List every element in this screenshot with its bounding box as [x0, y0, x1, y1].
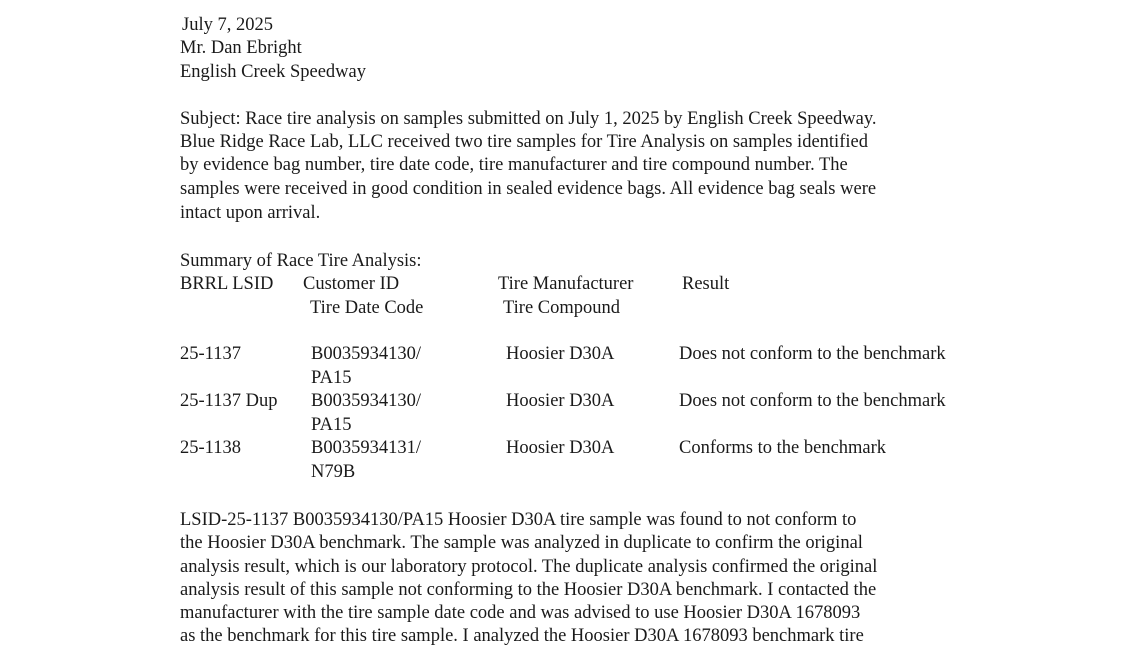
- letter-date: July 7, 2025: [182, 15, 273, 35]
- header-customer-id: Customer ID: [303, 274, 400, 294]
- row-lsid: 25-1137: [180, 344, 241, 364]
- recipient-org: English Creek Speedway: [180, 62, 366, 82]
- row-customer-id: B0035934130/: [311, 344, 421, 364]
- row-customer-id: B0035934130/: [311, 391, 421, 411]
- header-lsid: BRRL LSID: [180, 274, 274, 294]
- findings-line: manufacturer with the tire sample date code and was advised to use Hoosier D30A 1678093: [180, 603, 861, 623]
- row-date-code: PA15: [311, 415, 352, 435]
- header-manufacturer: Tire Manufacturer: [498, 274, 634, 294]
- row-date-code: N79B: [311, 462, 356, 482]
- intro-line: Subject: Race tire analysis on samples submitted on July 1, 2025 by English Creek Speedway.: [180, 109, 877, 129]
- intro-line: Blue Ridge Race Lab, LLC received two tire samples for Tire Analysis on samples identified: [180, 132, 868, 152]
- row-date-code: PA15: [311, 368, 352, 388]
- findings-line: as the benchmark for this tire sample. I analyzed the Hoosier D30A 1678093 benchmark tire: [180, 626, 864, 646]
- row-lsid: 25-1138: [180, 438, 241, 458]
- header-tire-date-code: Tire Date Code: [310, 298, 424, 318]
- row-result: Does not conform to the benchmark: [679, 391, 946, 411]
- row-lsid: 25-1137 Dup: [180, 391, 278, 411]
- row-result: Does not conform to the benchmark: [679, 344, 946, 364]
- findings-line: LSID-25-1137 B0035934130/PA15 Hoosier D30A tire sample was found to not conform to: [180, 510, 857, 530]
- header-result: Result: [682, 274, 730, 294]
- recipient-name: Mr. Dan Ebright: [180, 38, 302, 58]
- header-compound: Tire Compound: [503, 298, 621, 318]
- row-customer-id: B0035934131/: [311, 438, 421, 458]
- findings-line: analysis result of this sample not conforming to the Hoosier D30A benchmark. I contacted the: [180, 580, 877, 600]
- summary-heading: Summary of Race Tire Analysis:: [180, 251, 422, 271]
- findings-line: analysis result, which is our laboratory protocol. The duplicate analysis confirmed the original: [180, 557, 878, 577]
- intro-line: by evidence bag number, tire date code, tire manufacturer and tire compound number. The: [180, 155, 848, 175]
- row-manufacturer: Hoosier D30A: [506, 391, 615, 411]
- intro-line: samples were received in good condition in sealed evidence bags. All evidence bag seals were: [180, 179, 877, 199]
- row-manufacturer: Hoosier D30A: [506, 438, 615, 458]
- row-manufacturer: Hoosier D30A: [506, 344, 615, 364]
- findings-line: the Hoosier D30A benchmark. The sample was analyzed in duplicate to confirm the original: [180, 533, 863, 553]
- row-result: Conforms to the benchmark: [679, 438, 887, 458]
- intro-line: intact upon arrival.: [180, 203, 321, 223]
